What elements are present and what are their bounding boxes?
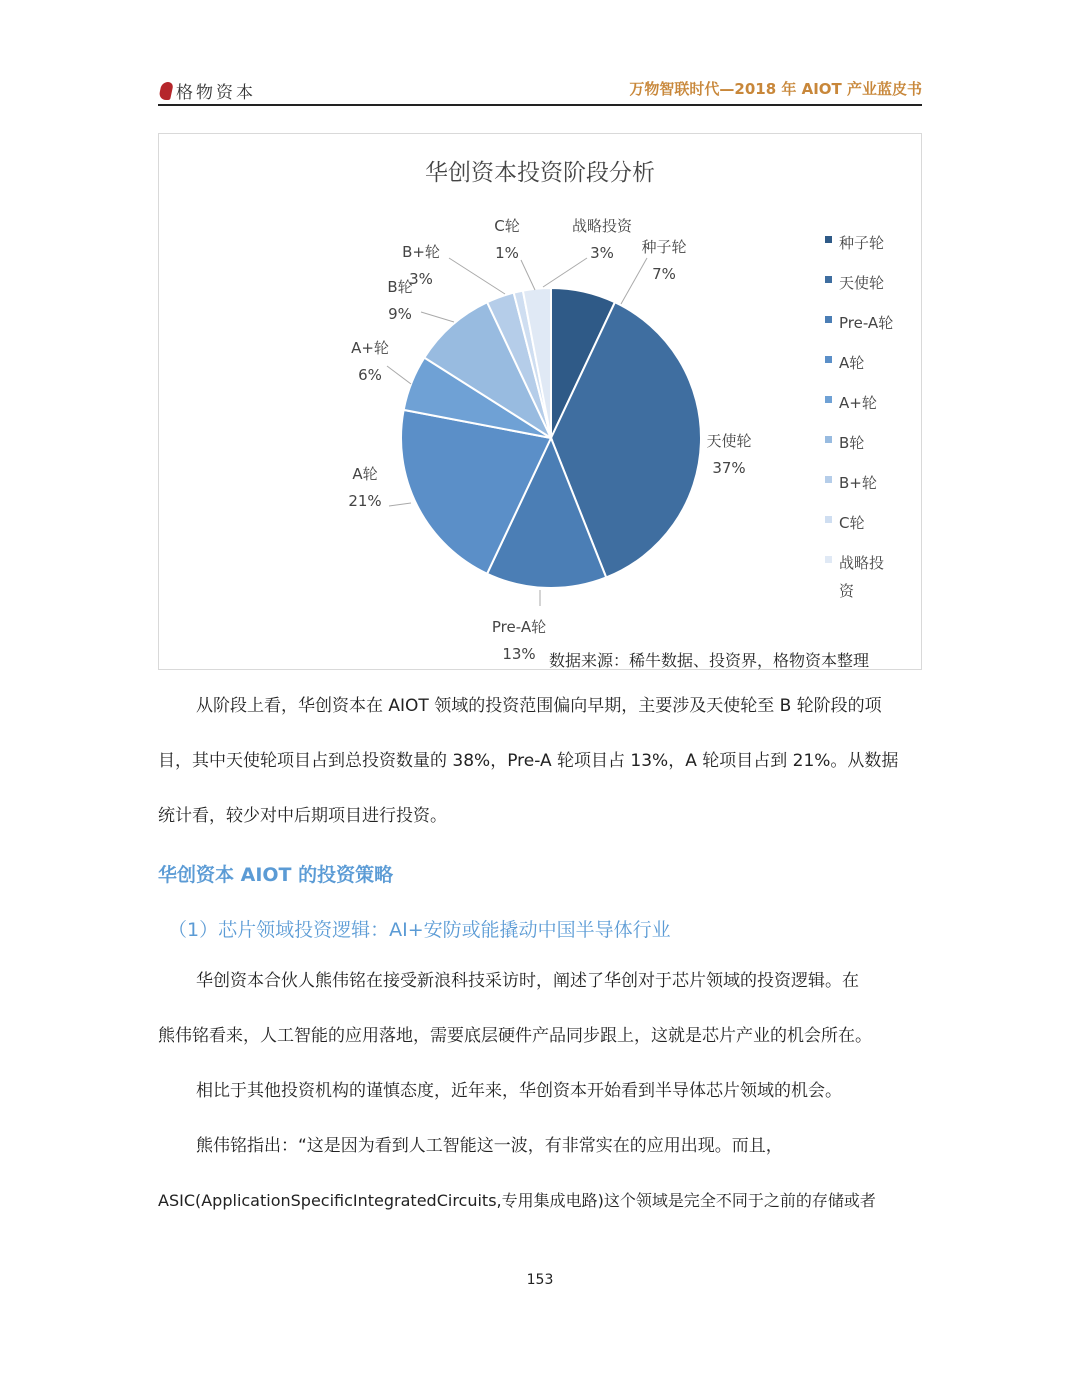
legend-label-4: A+轮 xyxy=(839,394,877,412)
legend-label-0: 种子轮 xyxy=(839,234,885,252)
paragraph-1-line-2: 目，其中天使轮项目占到总投资数量的 38%，Pre-A 轮项目占 13%，A 轮项目占到 21%。从数据 xyxy=(158,751,899,771)
slice-category-label-6: B+轮 xyxy=(402,243,440,261)
paragraph-4-line-1: 熊伟铭指出：“这是因为看到人工智能这一波，有非常实在的应用出现。而且， xyxy=(196,1136,783,1156)
legend-swatch-0 xyxy=(825,236,832,243)
pie-chart-svg xyxy=(159,134,923,671)
paragraph-2-line-2: 熊伟铭看来，人工智能的应用落地，需要底层硬件产品同步跟上，这就是芯片产业的机会所在。 xyxy=(158,1026,872,1046)
legend-label-7: C轮 xyxy=(839,514,865,532)
legend-swatch-3 xyxy=(825,356,832,363)
logo xyxy=(160,78,256,103)
slice-category-label-1: 天使轮 xyxy=(706,432,752,450)
slice-category-label-8: 战略投资 xyxy=(571,217,633,235)
slice-value-label-3: 21% xyxy=(348,492,382,510)
logo-text: 格物资本 xyxy=(176,83,256,103)
paragraph-4-line-2: ASIC(ApplicationSpecificIntegratedCircuits,专用集成电路)这个领域是完全不同于之前的存储或者 xyxy=(158,1191,876,1210)
leader-line-5 xyxy=(421,312,454,322)
legend-label-8: 战略投 xyxy=(839,554,885,572)
legend-swatch-1 xyxy=(825,276,832,283)
leader-line-3 xyxy=(389,503,411,506)
slice-value-label-6: 3% xyxy=(409,270,433,288)
leader-line-8 xyxy=(543,258,587,287)
legend-label-3: A轮 xyxy=(839,354,865,372)
slice-value-label-8: 3% xyxy=(590,244,614,262)
slice-value-label-7: 1% xyxy=(495,244,519,262)
legend-swatch-5 xyxy=(825,436,832,443)
leader-line-6 xyxy=(449,258,505,294)
header-title: 万物智联时代—2018 年 AIOT 产业蓝皮书 xyxy=(629,80,922,98)
legend-label-1: 天使轮 xyxy=(839,274,885,292)
leader-line-0 xyxy=(621,258,647,304)
paragraph-1-line-3: 统计看，较少对中后期项目进行投资。 xyxy=(158,806,447,826)
data-source: 数据来源：稀牛数据、投资界，格物资本整理 xyxy=(549,651,870,670)
legend-label-9: 资 xyxy=(839,582,855,600)
slice-category-label-7: C轮 xyxy=(494,217,520,235)
legend-swatch-8 xyxy=(825,556,832,563)
legend-label-5: B轮 xyxy=(839,434,865,452)
paragraph-3: 相比于其他投资机构的谨慎态度，近年来，华创资本开始看到半导体芯片领域的机会。 xyxy=(196,1081,842,1101)
sub-heading: （1）芯片领域投资逻辑：AI+安防或能撬动中国半导体行业 xyxy=(168,919,671,941)
leader-line-7 xyxy=(521,260,535,290)
slice-category-label-0: 种子轮 xyxy=(641,238,687,256)
legend-swatch-6 xyxy=(825,476,832,483)
slice-value-label-5: 9% xyxy=(388,305,412,323)
leader-line-4 xyxy=(387,366,411,384)
legend-swatch-4 xyxy=(825,396,832,403)
legend-label-6: B+轮 xyxy=(839,474,877,492)
slice-value-label-1: 37% xyxy=(712,459,746,477)
logo-mark-icon xyxy=(158,82,174,100)
chart-title: 华创资本投资阶段分析 xyxy=(425,160,655,186)
section-heading: 华创资本 AIOT 的投资策略 xyxy=(158,864,394,886)
slice-category-label-4: A+轮 xyxy=(351,339,389,357)
page-number: 153 xyxy=(526,1272,554,1288)
legend-swatch-7 xyxy=(825,516,832,523)
pie-chart xyxy=(158,133,922,670)
paragraph-1-line-1: 从阶段上看，华创资本在 AIOT 领域的投资范围偏向早期，主要涉及天使轮至 B 轮阶段的项 xyxy=(196,696,882,716)
slice-category-label-3: A轮 xyxy=(352,465,378,483)
legend-label-2: Pre-A轮 xyxy=(839,314,894,332)
slice-category-label-5: B轮 xyxy=(387,278,413,296)
paragraph-2-line-1: 华创资本合伙人熊伟铭在接受新浪科技采访时，阐述了华创对于芯片领域的投资逻辑。在 xyxy=(196,971,859,991)
slice-category-label-2: Pre-A轮 xyxy=(491,618,547,636)
legend-swatch-2 xyxy=(825,316,832,323)
page-header xyxy=(158,74,922,106)
slice-value-label-0: 7% xyxy=(652,265,676,283)
slice-value-label-2: 13% xyxy=(502,645,536,663)
slice-value-label-4: 6% xyxy=(358,366,382,384)
